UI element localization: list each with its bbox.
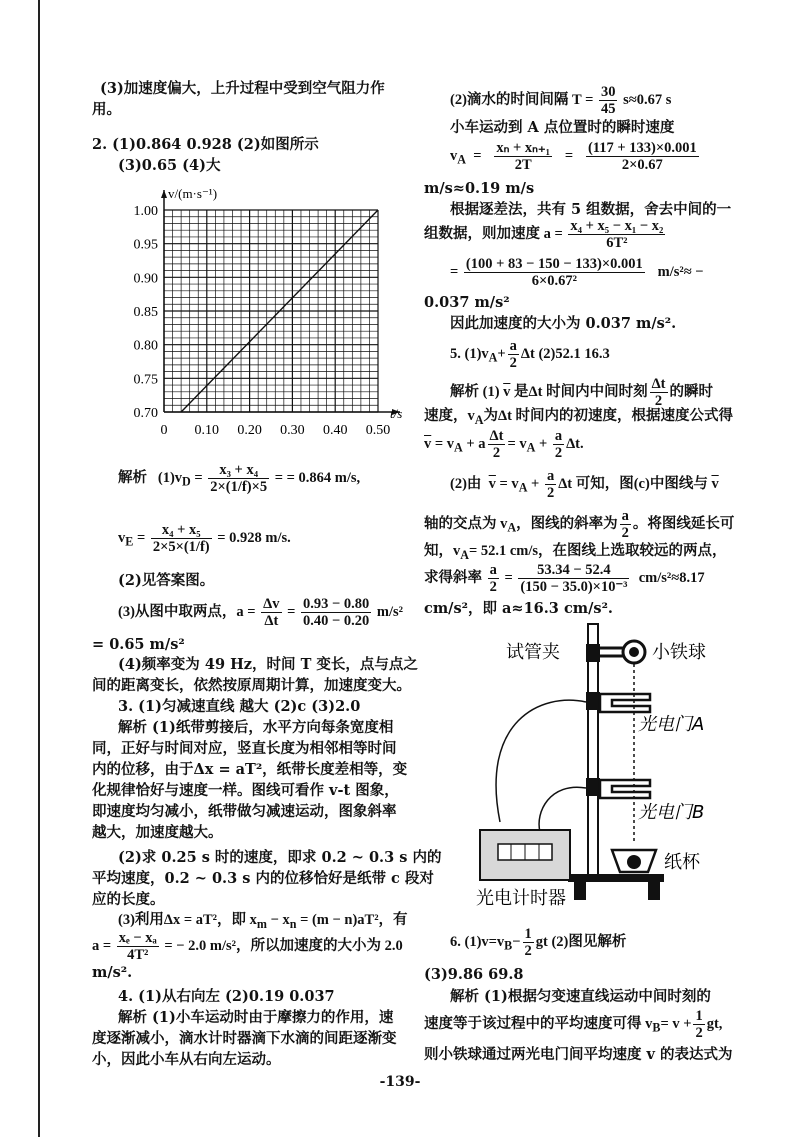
stand-leg-left [574,882,586,900]
ve-numerator: x₄ + x₅ [151,522,212,539]
va-numerator: xₙ + xₙ₊₁ [496,140,550,156]
text-line: 化规律恰好与速度一样。图线可看作 v-t 图象， [92,782,399,799]
dt: Δt [264,613,279,629]
label-gate-b: 光电门B [638,802,705,823]
text-line: 轴的交点为 $v_A$，图线的斜率为 $\frac{a}{2}$ 。将图线延长可 [424,508,735,541]
text-line: cm/s²，即 a≈16.3 cm/s². [424,600,613,617]
text-line: 速度等于该过程中的平均速度可得 $v_B= v$ + $\frac{1}{2}$ gt, [424,1008,723,1041]
acc-unit: m/s² [376,603,404,620]
margin-line [38,0,40,1137]
q6-head: 6. (1)v=v [450,933,505,950]
text-line: 知，$v_A= 52.1$ cm/s，在图线上选取较远的两点， [424,543,727,562]
r-formula-va: $v_A$ = $\frac{\text{xₙ + xₙ₊₁}}{2T}$ = $\frac{(117 + 133)\times 0.001}{2\times 0.67}$ [450,140,697,173]
text-line: 解析 (1)纸带剪接后，水平方向每条宽度相 [118,719,394,736]
x-tick-label: 0.20 [237,423,262,438]
ve-formula: $v_E$ = $\frac{\text{x₄ + x₅}}{2\times 5\times(1/f)}$ = 0.928 m/s. [118,522,291,555]
acc-denominator: 0.40 − 0.20 [303,613,370,629]
text-line: 即速度均匀减小，纸带做匀减速运动，图象斜率 [92,803,397,820]
a2-result: m/s²≈ − [657,263,704,280]
r1-text: (2)滴水的时间间隔 T = [450,91,594,108]
q5-3b: ，图线的斜率为 [516,515,618,532]
text-line: m/s². [92,964,133,981]
r1-numerator: 30 [600,84,616,100]
r1-result: s≈0.67 s [623,91,672,108]
text-line: 同，正好与时间对应，竖直长度为相邻相等时间 [92,740,397,757]
text-line: (3)加速度偏大，上升过程中受到空气阻力作 [100,80,385,97]
y-tick-label: 0.80 [133,338,158,354]
explanation-label: 解析 [118,469,147,486]
text-line: 解析 (1) $\overline{v}$ 是Δt 时间内中间时刻 $\frac{\Delta t}{2}$ 的瞬时 [450,376,714,409]
text-line: 小车运动到 A 点位置时的瞬时速度 [450,119,675,136]
question-6-subheader: (3)9.86 69.8 [424,966,524,983]
y-tick-label: 0.95 [133,237,158,253]
r6-text: 组数据，则加速度 a = [424,225,563,242]
q5-e1c: 的瞬时 [669,383,714,400]
text-line: 内的位移，由于Δx = aT²，纸带长度差相等，变 [92,761,408,778]
q6-e2b: = v + [660,1015,692,1032]
gate-a-clamp [586,692,600,710]
r-formula-a [424,218,667,251]
vd-formula: 解析 $(1)v_D$ = $\frac{\text{x₃ + x₄}}{2\times(1/f)\times 5}$ = = 0.864 m/s, [118,462,361,495]
label-clamp: 试管夹 [506,642,560,663]
y-tick-label: 0.70 [133,406,158,421]
q5-2b: Δt 可知，图(c)中图线与 [558,475,708,492]
question-6-header: 6. $(1)v=v_B-$ $\frac{1}{2}$ gt (2)图见解析 [450,926,627,959]
slope-numerator: 53.34 − 52.4 [518,562,629,579]
q3-result: = − 2.0 m/s²，所以加速度的大小为 2.0 [164,937,403,954]
y-tick-label: 0.75 [133,372,158,388]
q5-e1a: 解析 (1) [450,383,500,400]
acc-numerator: 0.93 − 0.80 [303,596,370,612]
text-line: 平均速度，0.2 ~ 0.3 s 内的位移恰好是纸带 c 段对 [92,870,434,887]
slope-result: cm/s²≈8.17 [638,569,705,586]
iron-ball-core [629,647,639,657]
text-line: 小，因此小车从右向左运动。 [92,1051,281,1068]
text-line: 用。 [92,101,121,118]
q3-3-text: (3)利用Δx = aT²，即 x [118,912,257,928]
text-line: 解析 (1)小车运动时由于摩擦力的作用，速 [118,1009,394,1026]
acceleration-formula: (3)从图中取两点，a = $\frac{\Delta v}{\Delta t}$ = $\frac{0.93 - 0.80}{0.40 - 0.20}$ m/s² [118,596,404,629]
vd-numerator: x₃ + x₄ [208,462,269,479]
ve-lhs: v [118,529,126,546]
q3-formula [92,930,403,963]
q5-3: 轴的交点为 v [424,515,508,532]
q5-4b: = 52.1 cm/s，在图线上选取较远的两点， [468,543,727,559]
acceleration-text: (3)从图中取两点，a = [118,603,256,620]
ve-result: = 0.928 m/s. [217,529,291,546]
q5-4: 知，v [424,543,461,559]
r1-denominator: 45 [600,101,616,117]
a2-numerator: (100 + 83 − 150 − 133)×0.001 [465,256,643,272]
q5-tail: Δt (2)52.1 16.3 [520,345,610,362]
a-numerator: x₄ + x₅ − x₁ − x₂ [570,218,664,234]
label-ball: 小铁球 [652,642,706,663]
y-axis-arrow [161,190,167,198]
q5-e2: 速度，v [424,408,475,424]
question-3-header: 3. (1)匀减速直线 越大 (2)c (3)2.0 [118,698,361,715]
question-5-header: 5. $(1)v_A+$ $\frac{a}{2}$ Δt (2)52.1 16.3 [450,338,610,371]
q5-3c: 。将图线延长可 [632,515,735,532]
wire-a [496,700,586,822]
question-2-subheader: (3)0.65 (4)大 [118,157,221,174]
text-line: (3)利用Δx = aT²，即 $x_m - x_n = (m - n)aT^2$，有 [118,912,408,931]
text-line: (4)频率变为 49 Hz，时间 T 变长，点与点之 [118,656,418,673]
q6-tail: gt (2)图见解析 [535,933,627,950]
q5-5: 求得斜率 [424,569,482,586]
q5-e3: = v [434,435,455,452]
q5-2a: (2)由 [450,475,482,492]
text-line: (2)由 $\overline{v} = v_A$ + $\frac{a}{2}$ Δt 可知，图(c)中图线与 $\overline{v}$ [450,468,719,501]
vd-lhs: (1)v [157,469,183,486]
text-line: (2)见答案图。 [118,572,215,589]
text-line: 则小铁球通过两光电门间平均速度 v 的表达式为 [424,1046,733,1063]
text-line: 间的距离变长，依然按原周期计算，加速度变大。 [92,677,411,694]
r-formula-1 [450,84,671,117]
text-line: 应的长度。 [92,891,165,908]
text-line: m/s≈0.19 m/s [424,180,535,197]
chart-ticks [134,204,391,438]
top-clamp [586,644,600,662]
page-number: -139- [379,1074,421,1090]
y-tick-label: 1.00 [133,204,158,219]
vd-result: = 0.864 m/s, [286,469,361,486]
q3-denominator: 4T² [127,947,149,963]
r-formula-a2: = $\frac{(100 + 83 - 150 - 133)\times 0.001}{\text{6×0.67²}}$ m/s²≈ − [450,256,704,289]
va-denominator-2: 2×0.67 [621,157,663,173]
ball-in-cup [627,855,641,869]
a2-denominator: 6×0.67² [531,273,577,289]
gate-b [600,780,650,798]
q5-head: 5. (1)v [450,345,489,362]
apparatus-illustration [440,622,740,912]
wire-b [539,787,586,832]
text-line: $\overline{v} = v_A + a$ $\frac{\Delta t}{2}$ = $v_A$ + $\frac{a}{2}$ Δt. [424,428,584,461]
x-axis-label: t/s [390,406,403,421]
q6-e2: 速度等于该过程中的平均速度可得 v [424,1015,653,1032]
text-line: 越大，加速度越大。 [92,824,223,841]
question-4-header: 4. (1)从右向左 (2)0.19 0.037 [118,988,335,1005]
chart-grid [164,210,378,412]
x-tick-label: 0.40 [322,423,348,438]
text-line: (2)求 0.25 s 时的速度，即求 0.2 ~ 0.3 s 内的 [118,849,442,866]
gate-b-clamp [586,778,600,796]
text-line: 因此加速度的大小为 0.037 m/s². [450,315,677,332]
y-axis-label: v/(m·s⁻¹) [168,186,218,201]
a-denominator: 6T² [606,235,628,251]
label-gate-a: 光电门A [638,714,705,735]
dv: Δv [263,596,280,612]
gate-a [600,694,650,712]
x-tick-label: 0.10 [194,423,220,438]
q5-e2b: 为Δt 时间内的初速度，根据速度公式得 [483,408,734,424]
y-tick-label: 0.90 [133,271,158,287]
text-line: 0.037 m/s² [424,294,510,311]
stand-base-top [568,874,664,882]
stand-leg-right [648,882,660,900]
q3-numerator: xₑ − xₐ [118,930,157,946]
label-timer: 光电计时器 [476,888,566,909]
q3-a-eq: a = [92,937,112,954]
text-line: = 0.65 m/s² [92,636,185,653]
text-line: 根据逐差法，共有 5 组数据，舍去中间的一 [450,201,732,218]
slope-denominator: (150 − 35.0)×10⁻³ [520,579,628,595]
text-line: 解析 (1)根据匀变速直线运动中间时刻的 [450,988,711,1005]
question-2-header: 2. (1)0.864 0.928 (2)如图所示 [92,136,319,153]
va-numerator-2: (117 + 133)×0.001 [587,140,697,156]
y-tick-label: 0.85 [133,305,158,320]
x-tick-label: 0 [160,423,168,438]
ve-denominator: 2×5×(1/f) [152,539,210,555]
q5-e1b: 是Δt 时间内中间时刻 [514,383,648,400]
q5-e3b: Δt. [566,435,584,452]
x-tick-label: 0.30 [280,423,305,438]
q6-e2c: gt, [706,1015,723,1032]
vt-chart [120,180,420,442]
text-line: 度逐渐减小，滴水计时器滴下水滴的间距逐渐变 [92,1030,397,1047]
slope-formula: 求得斜率 $\frac{a}{2}$ = $\frac{53.34 - 52.4}{\text{(150 − 35.0)×10⁻³}}$ cm/s²≈8.17 [424,562,705,595]
vd-denominator: 2×(1/f)×5 [210,479,268,495]
label-cup: 纸杯 [664,852,700,873]
x-tick-label: 0.50 [365,423,391,438]
text-line: 速度，$v_A$为Δt 时间内的初速度，根据速度公式得 [424,408,734,427]
va-denominator: 2T [514,157,532,173]
